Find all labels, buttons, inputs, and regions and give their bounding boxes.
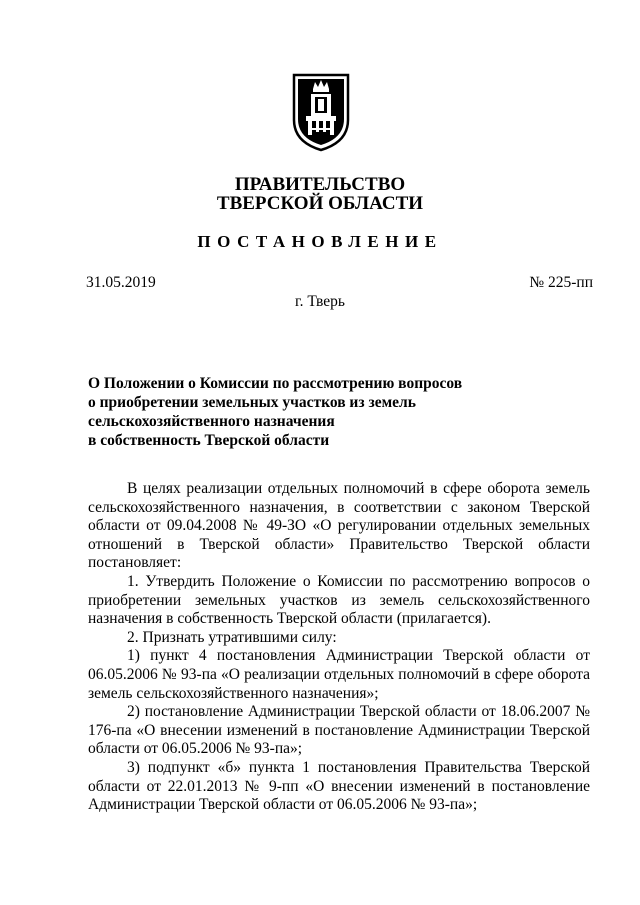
body-paragraph-subitem-1: 1) пункт 4 постановления Администрации Тверской области от 06.05.2006 № 93-па «О реализации отдельных полномочий в сфере оборота земель сельскохозяйственного назначения»; <box>88 647 590 702</box>
title-line: о приобретении земельных участков из земель <box>88 394 416 411</box>
title-line: в собственность Тверской области <box>88 432 330 449</box>
document-body <box>88 480 590 815</box>
organization-name-line1: ПРАВИТЕЛЬСТВО <box>234 174 406 195</box>
body-paragraph-subitem-2: 2) постановление Администрации Тверской области от 18.06.2007 № 176-па «О внесении изменений в постановление Администрации Тверской области от 06.05.2006 № 93-па»; <box>88 703 590 758</box>
title-line: О Положении о Комиссии по рассмотрению вопросов <box>88 375 463 392</box>
title-line: сельскохозяйственного назначения <box>88 413 335 430</box>
body-paragraph-item-2: 2. Признать утратившими силу: <box>127 628 337 646</box>
document-type: ПОСТАНОВЛЕНИЕ <box>197 232 443 251</box>
tver-coat-of-arms-icon <box>291 72 351 152</box>
body-paragraph-item-1: 1. Утвердить Положение о Комиссии по рассмотрению вопросов о приобретении земельных участков из земель сельскохозяйственного назначения в собственность Тверской области (прилагается). <box>88 572 590 628</box>
document-title <box>88 374 488 450</box>
document-city: г. Тверь <box>295 293 345 310</box>
organization-name-line2: ТВЕРСКОЙ ОБЛАСТИ <box>216 193 424 214</box>
body-paragraph-preamble: В целях реализации отдельных полномочий в сфере оборота земель сельскохозяйственного назначения, в соответствии с законом Тверской области от 09.04.2008 № 49-ЗО «О регулировании отдельных земельных отношений в Тверской области» Правительство Тверской области постановляет: <box>88 480 590 572</box>
document-number: № 225-пп <box>529 274 593 291</box>
document-date: 31.05.2019 <box>86 274 156 291</box>
body-paragraph-subitem-3: 3) подпункт «б» пункта 1 постановления Правительства Тверской области от 22.01.2013 № 9-пп «О внесении изменений в постановление Администрации Тверской области от 06.05.2006 № 93-па»; <box>88 758 590 814</box>
